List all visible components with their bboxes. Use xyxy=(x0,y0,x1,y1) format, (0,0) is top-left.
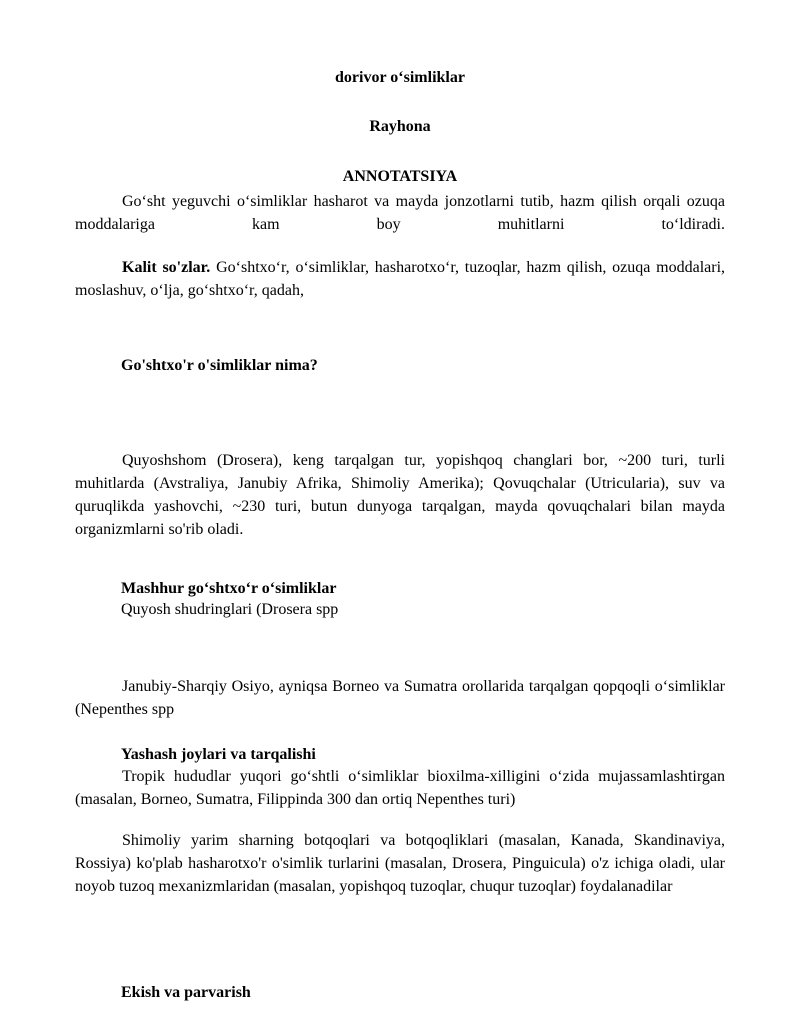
section2-paragraph xyxy=(75,675,725,721)
section1-text: Quyoshshom (Drosera), keng tarqalgan tur, yopishqoq changlari bor, ~200 turi, turli muhitlarda (Avstraliya, Janubiy Afrika, Shimoliy Amerika); Qovuqchalar (Utricularia), suv va quruqlikda yashovchi, ~230 turi, butun dunyoga tarqalgan, mayda qovuqchalari bilan mayda organizmlarni so'rib oladi. xyxy=(75,452,725,538)
keywords-label: Kalit so'zlar. xyxy=(122,259,211,276)
section-heading-what-are: Go'shtxo'r o'simliklar nima? xyxy=(121,357,318,374)
section3-text-1: Tropik hududlar yuqori go‘shtli o‘simliklar bioxilma-xilligini o‘zida mujassamlashtirgan (masalan, Borneo, Sumatra, Filippinda 300 dan ortiq Nepenthes turi) xyxy=(75,768,725,808)
section3-paragraph-1 xyxy=(75,765,725,811)
keywords-paragraph xyxy=(75,256,725,302)
document-title: dorivor o‘simliklar xyxy=(335,69,465,86)
section3-text-2: Shimoliy yarim sharning botqoqlari va botqoqliklari (masalan, Kanada, Skandinaviya, Rossiya) ko'plab hasharotxo'r o'simlik turlarini (masalan, Drosera, Pinguicula) o'z ichiga oladi, ular noyob tuzoq mexanizmlaridan (masalan, yopishqoq tuzoqlar, chuqur tuzoqlar) foydalanadilar xyxy=(75,832,725,895)
section-heading-habitat: Yashash joylari va tarqalishi xyxy=(121,746,316,763)
section2-text: Janubiy-Sharqiy Osiyo, ayniqsa Borneo va Sumatra orollarida tarqalgan qopqoqli o‘simliklar (Nepenthes spp xyxy=(75,678,725,718)
section3-paragraph-2 xyxy=(75,829,725,898)
section2-line: Quyosh shudringlari (Drosera spp xyxy=(121,601,339,618)
section1-paragraph xyxy=(75,449,725,541)
annotation-text: Go‘sht yeguvchi o‘simliklar hasharot va mayda jonzotlarni tutib, hazm qilish orqali ozuqa moddalariga kam boy muhitlarni to‘ldiradi. xyxy=(75,193,725,233)
annotation-title: ANNOTATSIYA xyxy=(342,168,458,185)
section-heading-planting: Ekish va parvarish xyxy=(121,984,251,1001)
keywords-text: Go‘shtxo‘r, o‘simliklar, hasharotxo‘r, tuzoqlar, hazm qilish, ozuqa moddalari, moslashuv, o‘lja, go‘shtxo‘r, qadah, xyxy=(75,259,726,299)
author-name: Rayhona xyxy=(369,118,431,135)
annotation-paragraph xyxy=(75,190,725,236)
section-heading-famous: Mashhur go‘shtxo‘r o‘simliklar xyxy=(121,580,337,597)
